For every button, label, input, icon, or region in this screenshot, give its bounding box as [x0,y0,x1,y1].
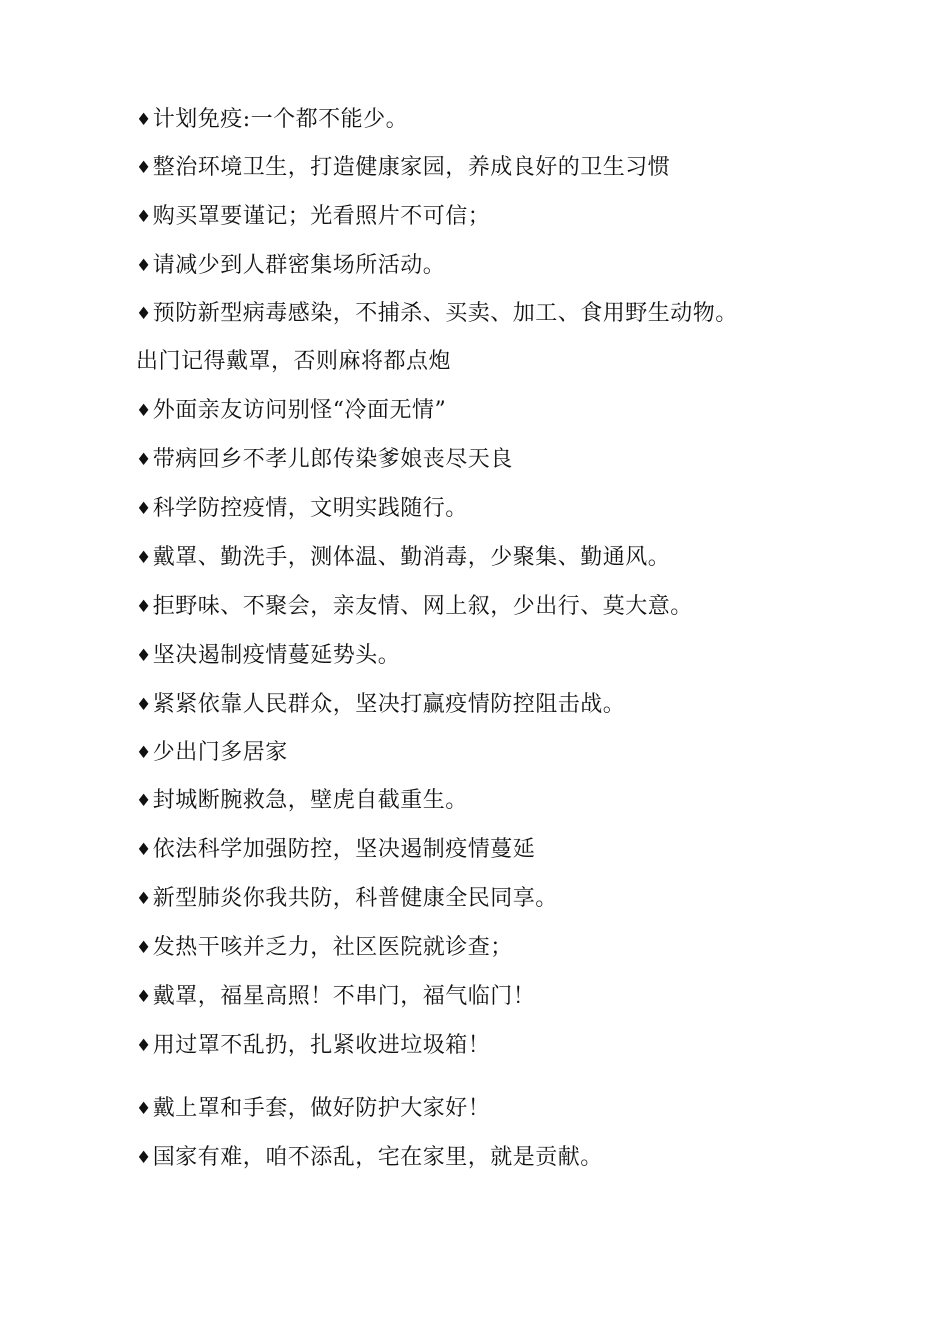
line-text: 紧紧依靠人民群众，坚决打赢疫情防控阻击战。 [152,692,626,717]
line-text: 外面亲友访问别怪“冷面无情” [152,398,447,423]
diamond-bullet-icon: ♦ [136,1099,152,1119]
text-line [136,884,558,914]
diamond-bullet-icon: ♦ [136,548,152,568]
diamond-bullet-icon: ♦ [136,840,152,860]
line-text: 预防新型病毒感染，不捕杀、买卖、加工、食用野生动物。 [152,301,738,326]
diamond-bullet-icon: ♦ [136,987,152,1007]
text-line [136,690,625,720]
line-text: 戴罩，福星高照！不串门，福气临门！ [152,984,536,1009]
line-text: 请减少到人群密集场所活动。 [152,253,446,278]
text-line [136,153,670,183]
text-line [136,105,408,135]
text-line [136,347,451,377]
line-text: 购买罩要谨记；光看照片不可信； [152,204,491,229]
diamond-bullet-icon: ♦ [136,695,152,715]
diamond-bullet-icon: ♦ [136,646,152,666]
diamond-bullet-icon: ♦ [136,597,152,617]
line-text: 发热干咳并乏力，社区医院就诊查； [152,935,513,960]
text-line [136,543,670,573]
line-text: 戴罩、勤洗手，测体温、勤消毒，少聚集、勤通风。 [152,545,671,570]
diamond-bullet-icon: ♦ [136,743,152,763]
diamond-bullet-icon: ♦ [136,1036,152,1056]
text-line [136,1094,490,1124]
diamond-bullet-icon: ♦ [136,110,152,130]
text-line [136,299,738,329]
line-text: 带病回乡不孝儿郎传染爹娘丧尽天良 [152,447,513,472]
text-line [136,738,288,768]
diamond-bullet-icon: ♦ [136,889,152,909]
text-line [136,933,513,963]
diamond-bullet-icon: ♦ [136,207,152,227]
text-line [136,202,490,232]
line-text: 用过罩不乱扔，扎紧收进垃圾箱！ [152,1033,491,1058]
line-text: 拒野味、不聚会，亲友情、网上叙，少出行、莫大意。 [152,594,693,619]
line-text: 坚决遏制疫情蔓延势头。 [152,643,401,668]
line-text: 少出门多居家 [152,740,288,765]
diamond-bullet-icon: ♦ [136,1148,152,1168]
text-line [136,445,513,475]
text-line [136,251,445,281]
text-line [136,835,535,865]
text-line [136,396,446,426]
line-text: 封城断腕救急，壁虎自截重生。 [152,788,468,813]
text-line [136,592,693,622]
line-text: 出门记得戴罩，否则麻将都点炮 [136,349,452,374]
diamond-bullet-icon: ♦ [136,499,152,519]
diamond-bullet-icon: ♦ [136,791,152,811]
line-text: 新型肺炎你我共防，科普健康全民同享。 [152,886,558,911]
diamond-bullet-icon: ♦ [136,450,152,470]
line-text: 整治环境卫生，打造健康家园，养成良好的卫生习惯 [152,155,671,180]
line-text: 计划免疫:一个都不能少。 [152,107,409,132]
line-text: 国家有难，咱不添乱，宅在家里，就是贡献。 [152,1145,603,1170]
diamond-bullet-icon: ♦ [136,158,152,178]
text-line [136,982,535,1012]
text-line [136,494,468,524]
line-text: 科学防控疫情，文明实践随行。 [152,496,468,521]
line-text: 戴上罩和手套，做好防护大家好！ [152,1096,491,1121]
text-line [136,786,468,816]
text-line [136,641,400,671]
text-line [136,1143,603,1173]
diamond-bullet-icon: ♦ [136,938,152,958]
diamond-bullet-icon: ♦ [136,304,152,324]
line-text: 依法科学加强防控，坚决遏制疫情蔓延 [152,837,536,862]
diamond-bullet-icon: ♦ [136,401,152,421]
diamond-bullet-icon: ♦ [136,256,152,276]
text-line [136,1031,490,1061]
